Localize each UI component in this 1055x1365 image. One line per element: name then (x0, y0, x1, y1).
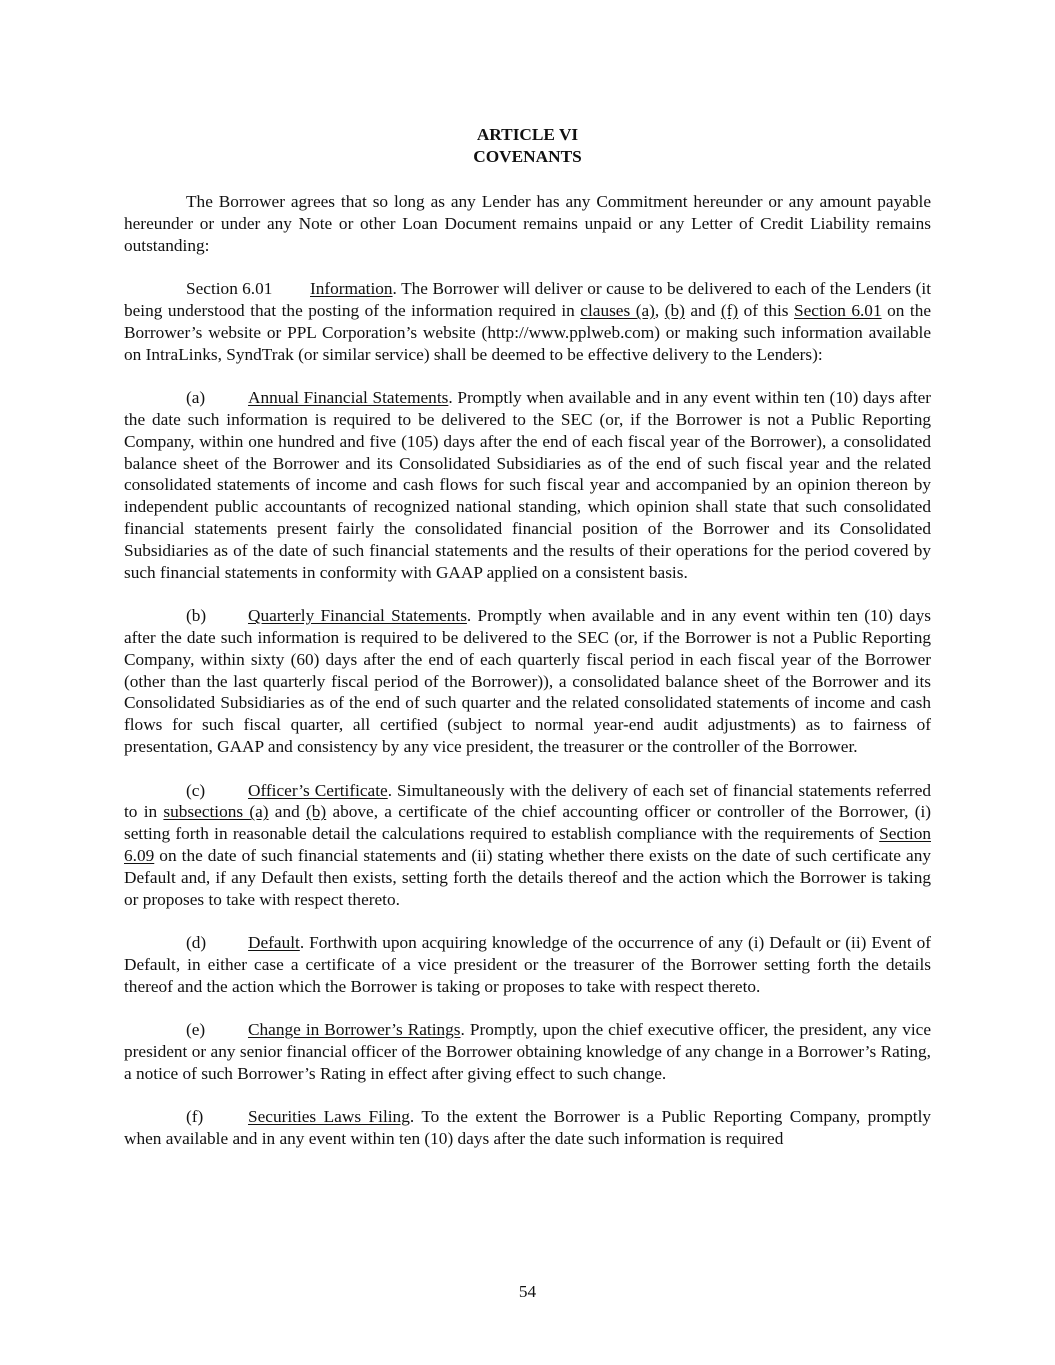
section-text-2: on the Borrower’s website or PPL Corporation’s website (http://www.pplweb.com) or making such information available on IntraLinks, SyndTrak (or similar service) shall be deemed to be effective delivery to the Lenders): (124, 300, 932, 364)
item-text: . Promptly when available and in any event within ten (10) days after the date such information is required to be delivered to the SEC (or, if the Borrower is not a Public Reporting Company, within one hundred and five (105) days after the end of each fiscal year of the Borrower), a consolidated balance sheet of the Borrower and its Consolidated Subsidiaries as of the end of such fiscal year and the related consolidated statements of income and cash flows for such fiscal year and accompanied by an opinion thereon by independent public accountants of recognized national standing, which opinion shall state that such consolidated financial statements present fairly the consolidated financial position of the Borrower and its Consolidated Subsidiaries as of the date of such financial statements and the results of their operations for the period covered by such financial statements in conformity with GAAP applied on a consistent basis. (124, 388, 931, 582)
item-text: . Promptly when available and in any event within ten (10) days after the date such information is required to be delivered to the SEC (or, if the Borrower is not a Public Reporting Company, within sixty (60) days after the end of each quarterly fiscal period in each fiscal year of the Borrower (other than the last quarterly fiscal period of the Borrower)), a consolidated balance sheet of the Borrower and its Consolidated Subsidiaries as of the end of such quarter and the related consolidated statements of income and cash flows for such fiscal quarter, all certified (subject to normal year-end audit adjustments) as to fairness of presentation, GAAP and consistency by any vice president, the treasurer or the controller of the Borrower. (124, 606, 931, 756)
item-b-paragraph (124, 605, 931, 758)
item-text: . Forthwith upon acquiring knowledge of the occurrence of any (i) Default or (ii) Event of Default, in either case a certificate of a vice president or the treasurer of the Borrower setting forth the details thereof and the action which the Borrower is taking or proposes to take with respect thereto. (124, 933, 931, 996)
section-text-1: . The Borrower will deliver or cause to be delivered to each of the Lenders (it being understood that the posting of the information required in (124, 279, 931, 320)
ref-clause-f: (f) (720, 300, 739, 320)
item-label: (a) (186, 388, 206, 408)
item-f-paragraph (124, 1106, 931, 1150)
item-label: (e) (186, 1020, 206, 1040)
item-heading: Default (248, 933, 300, 953)
item-d-paragraph (124, 932, 931, 997)
separator: and (268, 802, 307, 822)
document-page (124, 124, 931, 1150)
item-heading: Annual Financial Statements (248, 388, 449, 408)
item-heading: Change in Borrower’s Ratings (248, 1020, 461, 1040)
separator: , (654, 300, 665, 320)
item-e-paragraph (124, 1019, 931, 1084)
ref-clause-b: (b) (664, 300, 685, 320)
item-a-paragraph (124, 387, 931, 583)
separator: of this (738, 300, 794, 320)
ref-subsection-b: (b) (306, 802, 327, 822)
ref-subsections-a: subsections (a) (163, 802, 269, 822)
ref-section-6-01: Section 6.01 (794, 300, 882, 320)
intro-paragraph: The Borrower agrees that so long as any Lender has any Commitment hereunder or any amount payable hereunder or under any Note or other Loan Document remains unpaid or any Letter of Credit Liability remains outstanding: (124, 192, 931, 255)
separator: and (684, 300, 721, 320)
item-heading: Officer’s Certificate (248, 780, 388, 800)
section-number: Section 6.01 (186, 279, 273, 299)
item-heading: Securities Laws Filing (248, 1107, 410, 1127)
section-heading: Information (310, 279, 393, 299)
item-label: (b) (186, 606, 207, 626)
item-text: . Promptly, upon the chief executive officer, the president, any vice president or any senior financial officer of the Borrower obtaining knowledge of any change in a Borrower’s Rating, a notice of such Borrower’s Rating in effect after giving effect to such change. (124, 1020, 931, 1083)
item-text: above, a certificate of the chief accounting officer or controller of the Borrower, (i) setting forth in reasonable detail the calculations required to establish compliance with the requirements of (124, 802, 932, 844)
item-heading: Quarterly Financial Statements (248, 606, 467, 626)
item-text: . To the extent the Borrower is a Public Reporting Company, promptly when available and in any event within ten (10) days after the date such information is required (124, 1107, 932, 1149)
item-c-paragraph (124, 780, 931, 911)
item-label: (c) (186, 780, 206, 800)
item-label: (d) (186, 933, 207, 953)
article-number: ARTICLE VI (476, 125, 579, 144)
section-6-01-paragraph (124, 278, 931, 365)
item-text: on the date of such financial statements and (ii) stating whether there exists on the date of such certificate any Default and, if any Default then exists, setting forth the details thereof and the action which the Borrower is taking or proposes to take with respect thereto. (124, 845, 931, 909)
ref-section-6-09: Section 6.09 (124, 824, 931, 865)
item-label: (f) (186, 1107, 204, 1127)
item-text: . Simultaneously with the delivery of each set of financial statements referred to in (124, 780, 931, 822)
article-title: COVENANTS (473, 147, 582, 166)
page-number: 54 (518, 1282, 537, 1301)
ref-clauses-a: clauses (a) (580, 300, 655, 320)
